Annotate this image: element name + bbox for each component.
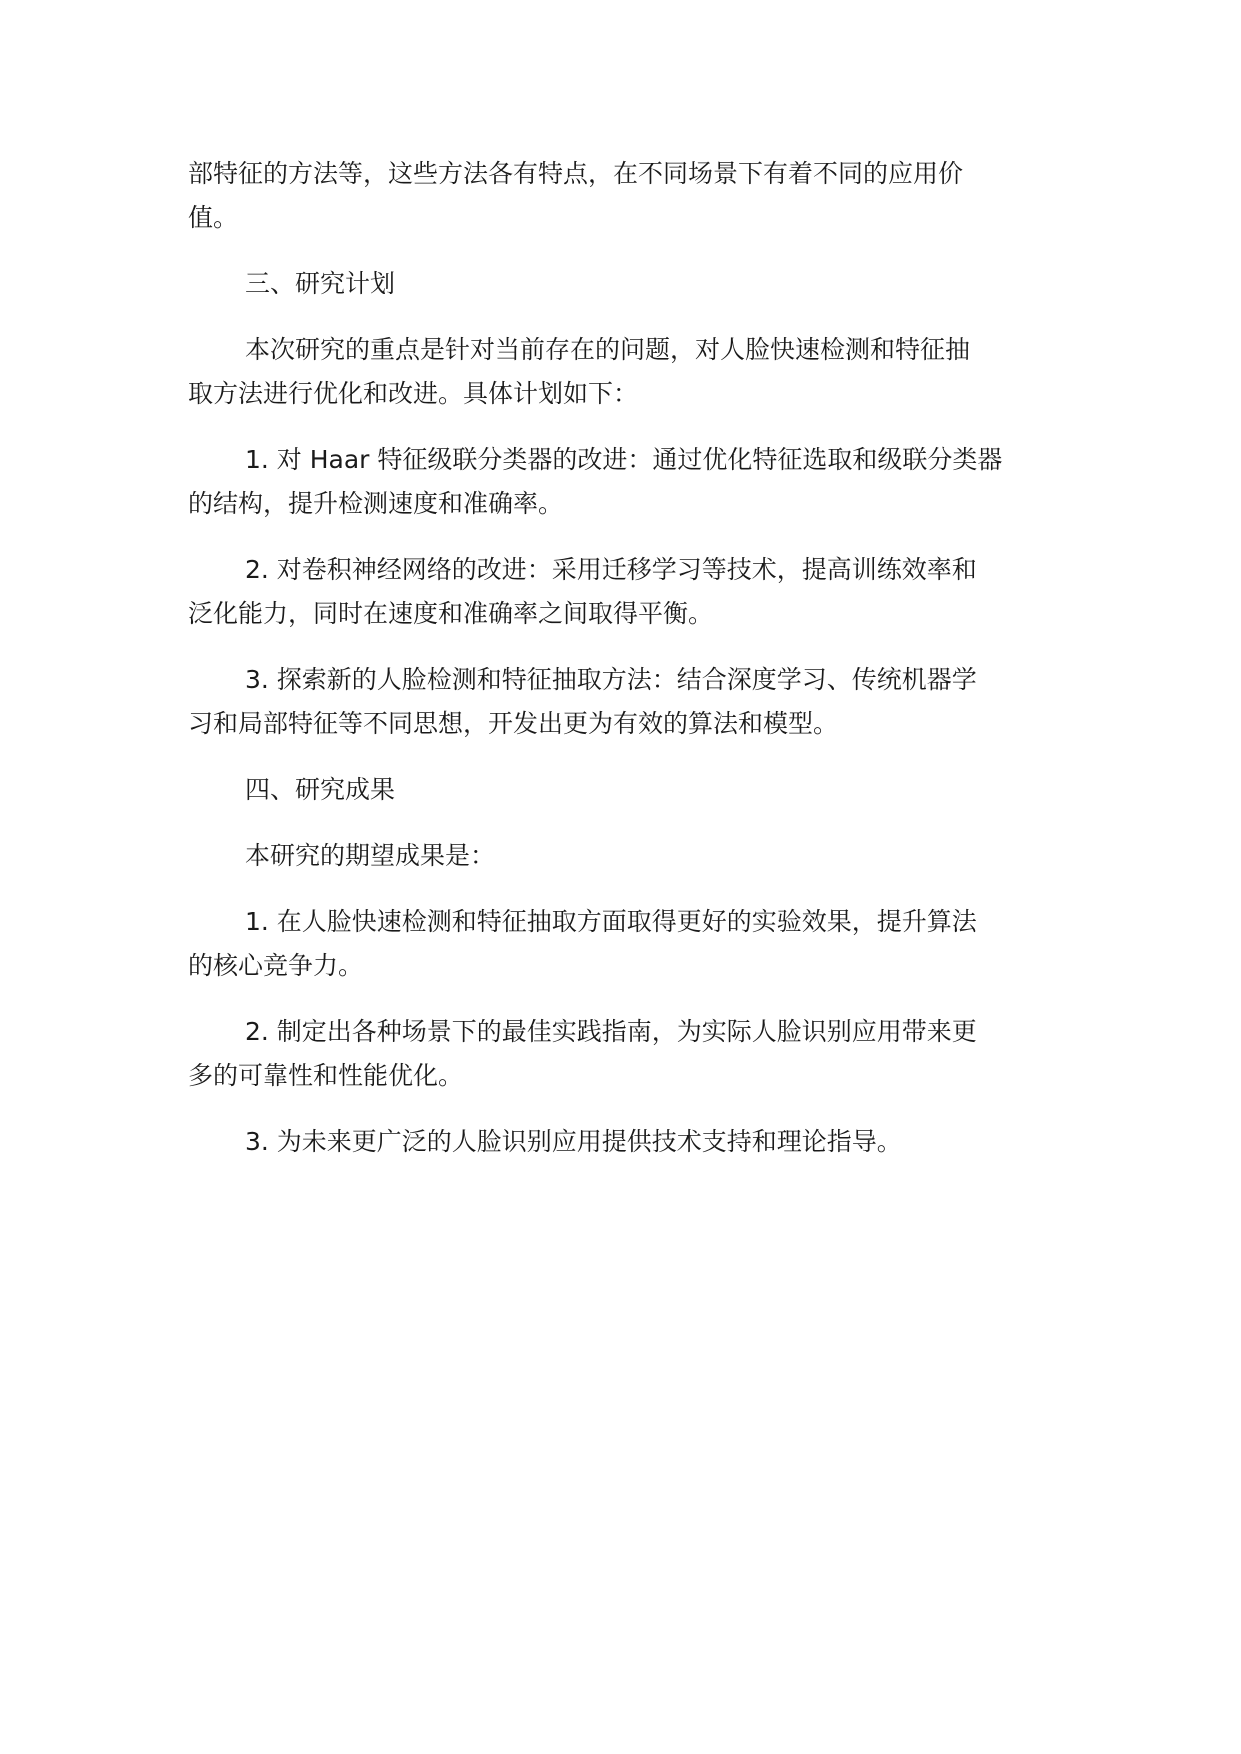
- text-line: 泛化能力，同时在速度和准确率之间取得平衡。: [188, 599, 714, 628]
- text-line: 值。: [188, 203, 239, 232]
- paragraph: [188, 768, 1058, 812]
- paragraph: [188, 438, 1058, 526]
- text-line: 习和局部特征等不同思想，开发出更为有效的算法和模型。: [188, 709, 839, 738]
- paragraph: [188, 548, 1058, 636]
- text-line: 3. 为未来更广泛的人脸识别应用提供技术支持和理论指导。: [245, 1127, 902, 1156]
- text-line: 1. 在人脸快速检测和特征抽取方面取得更好的实验效果，提升算法: [245, 907, 977, 936]
- paragraph: [188, 1010, 1058, 1098]
- text-line: 的核心竞争力。: [188, 951, 364, 980]
- text-line: 2. 制定出各种场景下的最佳实践指南，为实际人脸识别应用带来更: [245, 1017, 977, 1046]
- text-line: 1. 对 Haar 特征级联分类器的改进：通过优化特征选取和级联分类器: [245, 445, 1003, 474]
- paragraph: [188, 152, 1058, 240]
- document-body: [188, 152, 1058, 1186]
- paragraph: [188, 328, 1058, 416]
- text-line: 三、研究计划: [245, 269, 396, 298]
- text-line: 本研究的期望成果是：: [245, 841, 496, 870]
- text-line: 的结构，提升检测速度和准确率。: [188, 489, 564, 518]
- text-line: 多的可靠性和性能优化。: [188, 1061, 464, 1090]
- text-line: 部特征的方法等，这些方法各有特点，在不同场景下有着不同的应用价: [188, 159, 964, 188]
- text-line: 本次研究的重点是针对当前存在的问题，对人脸快速检测和特征抽: [245, 335, 971, 364]
- text-line: 四、研究成果: [245, 775, 396, 804]
- text-line: 3. 探索新的人脸检测和特征抽取方法：结合深度学习、传统机器学: [245, 665, 977, 694]
- paragraph: [188, 1120, 1058, 1164]
- text-line: 取方法进行优化和改进。具体计划如下：: [188, 379, 639, 408]
- paragraph: [188, 262, 1058, 306]
- text-line: 2. 对卷积神经网络的改进：采用迁移学习等技术，提高训练效率和: [245, 555, 977, 584]
- paragraph: [188, 900, 1058, 988]
- paragraph: [188, 658, 1058, 746]
- paragraph: [188, 834, 1058, 878]
